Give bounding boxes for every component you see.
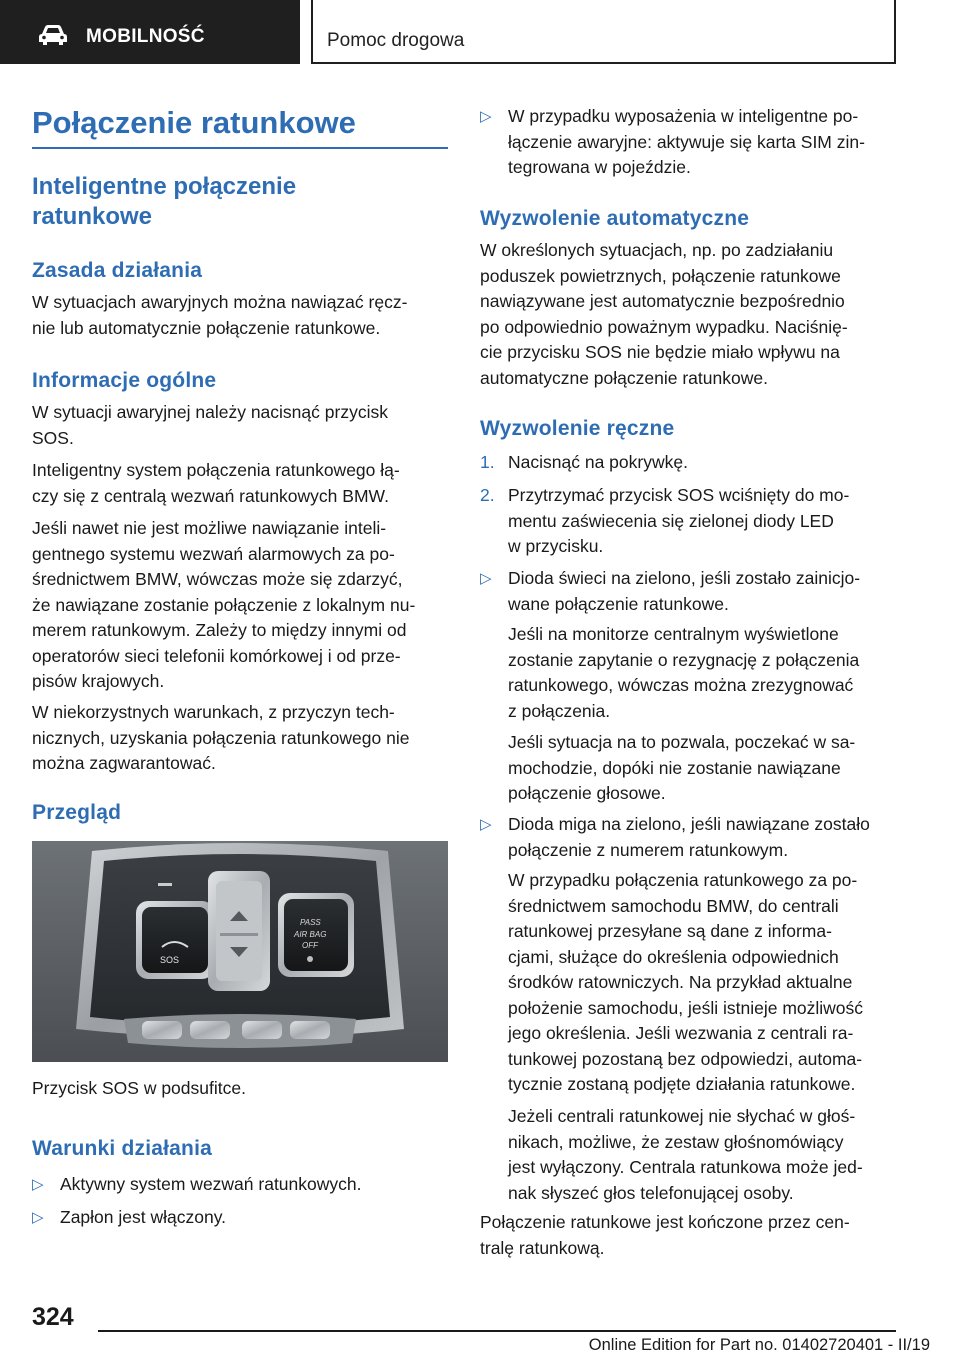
paragraph-auto (480, 238, 848, 391)
text-line: nicznych, uzyskania połączenia ratunkowego nie (32, 727, 410, 748)
chapter-tab (0, 0, 300, 64)
text-line: Nacisnąć na pokrywkę. (508, 452, 688, 472)
text-line: Jeśli nawet nie jest możliwe nawiązanie inteli- (32, 518, 387, 538)
text-line: Jeżeli centrali ratunkowej nie słychać w głoś- (508, 1106, 856, 1126)
list-item (480, 104, 865, 181)
footer-rule (98, 1330, 896, 1332)
text-line: łączenie awaryjne: aktywuje się karta SIM zin- (508, 131, 865, 152)
text-line: średnictwem samochodu BMW, do centrali (508, 895, 839, 916)
text-line: Połączenie ratunkowe jest kończone przez cen- (480, 1212, 850, 1232)
text-line: W niekorzystnych warunkach, z przyczyn tech- (32, 702, 395, 722)
text-line: połączenie głosowe. (508, 783, 666, 803)
text-line: po odpowiednio poważnym wypadku. Naciśnię- (480, 316, 848, 337)
paragraph-sub (508, 1104, 863, 1206)
text-line: W przypadku połączenia ratunkowego za po- (508, 870, 858, 890)
text-line: Zapłon jest włączony. (60, 1207, 227, 1227)
text-line: jego określenia. Jeśli wezwania z centrali ra- (508, 1023, 854, 1043)
text-line: nawiązywane jest automatycznie bezpośrednio (480, 291, 845, 311)
step-item (480, 450, 688, 476)
triangle-bullet-icon: ▷ (32, 1209, 44, 1226)
paragraph-sub (508, 622, 859, 724)
page-number: 324 (32, 1303, 74, 1331)
text-line: W sytuacji awaryjnej należy nacisnąć przycisk (32, 402, 388, 422)
text-line: tegrowana w pojeździe. (508, 157, 691, 177)
text-line: Jeśli sytuacja na to pozwala, poczekać w sa- (508, 732, 856, 752)
triangle-bullet-icon: ▷ (32, 1176, 44, 1193)
pass-label: PASS (300, 918, 321, 927)
text-line: nikach, możliwe, że zestaw głośnomówiący (508, 1131, 844, 1152)
paragraph-sub (508, 868, 863, 1098)
text-line: ratunkowego, wówczas można zrezygnować (508, 675, 854, 695)
text-line: nak słyszeć głos telefonującej osoby. (508, 1182, 794, 1203)
text-line: średnictwem BMW, wówczas może się zdarzyć, (32, 569, 403, 589)
text-line: W określonych sytuacjach, np. po zadziałaniu (480, 240, 834, 260)
text-line: poduszek powietrznych, połączenie ratunkowe (480, 265, 841, 286)
section-tab (311, 0, 896, 64)
list-item (32, 1172, 362, 1198)
paragraph-sub (508, 730, 855, 807)
paragraph-info-3 (32, 516, 415, 695)
photo-caption: Przycisk SOS w podsufitce. (32, 1078, 246, 1098)
section-title: Pomoc drogowa (327, 30, 465, 51)
text-line: Aktywny system wezwań ratunkowych. (60, 1174, 362, 1194)
text-line: gentnego systemu wezwań alarmowych za po- (32, 543, 395, 564)
text-line: W sytuacjach awaryjnych można nawiązać ręcz- (32, 292, 408, 312)
title-rule (32, 147, 448, 149)
text-line: mentu zaświecenia się zielonej diody LED (508, 510, 834, 531)
heading-przeglad: Przegląd (32, 801, 122, 824)
heading-zasada: Zasada działania (32, 259, 203, 282)
text-line: Inteligentny system połączenia ratunkowego łą- (32, 460, 400, 480)
list-item (32, 1205, 226, 1231)
text-line: merem ratunkowym. Zależy to między innymi od (32, 620, 407, 640)
text-line: jest wyłączony. Centrala ratunkowa może jed- (508, 1157, 863, 1177)
sos-button-photo (32, 841, 448, 1062)
text-line: tycznie zostaną podjęte działania ratunkowe. (508, 1074, 856, 1094)
off-label: OFF (302, 941, 318, 950)
edition-line (589, 1334, 930, 1356)
text-line: połączenie z numerem ratunkowym. (508, 839, 789, 860)
text-line: pisów krajowych. (32, 671, 165, 691)
text-line: nie lub automatycznie połączenie ratunkowe. (32, 317, 381, 338)
text-line: tunkowej pozostaną bez odpowiedzi, automa- (508, 1048, 863, 1069)
console-illustration (32, 841, 448, 1062)
triangle-bullet-icon: ▷ (480, 108, 492, 125)
step-number: 1. (480, 452, 495, 472)
text-line: czy się z centralą wezwań ratunkowych BMW. (32, 485, 389, 506)
list-item (480, 812, 870, 863)
triangle-bullet-icon: ▷ (480, 816, 492, 833)
heading-inteligentne (32, 172, 296, 232)
text-line: położenie samochodu, jeśli istnieje możliwość (508, 997, 864, 1018)
text-line: środków ratowniczych. Na przykład aktualne (508, 972, 853, 992)
list-item (480, 566, 860, 617)
heading-reczne: Wyzwolenie ręczne (480, 417, 675, 440)
text-line: operatorów sieci telefonii komórkowej i od prze- (32, 645, 401, 666)
text-line: Przytrzymać przycisk SOS wciśnięty do mo- (508, 485, 850, 505)
text-line: ratunkowej przesyłane są dane z informa- (508, 921, 832, 941)
text-line: z połączenia. (508, 700, 611, 721)
sos-label: SOS (160, 955, 180, 965)
text-line: Jeśli na monitorze centralnym wyświetlone (508, 624, 839, 644)
text-line: wane połączenie ratunkowe. (508, 593, 729, 614)
text-line: zostanie zapytanie o rezygnację z połączenia (508, 649, 860, 670)
text-line: W przypadku wyposażenia w inteligentne po- (508, 106, 859, 126)
heading-warunki: Warunki działania (32, 1137, 212, 1160)
paragraph-zasada (32, 290, 407, 341)
step-item (480, 483, 849, 560)
chapter-title: MOBILNOŚĆ (86, 26, 205, 47)
paragraph-info-4 (32, 700, 409, 777)
heading-line: Inteligentne połączenie (32, 173, 297, 200)
text-line: automatyczne połączenie ratunkowe. (480, 367, 768, 388)
airbag-label: AIR BAG (294, 930, 327, 939)
page-title: Połączenie ratunkowe (32, 105, 356, 140)
paragraph-info-2 (32, 458, 400, 509)
text-line: że nawiązane zostanie połączenie z lokalnym nu- (32, 594, 416, 615)
text-line: cjami, służące do określenia odpowiednich (508, 946, 839, 967)
triangle-bullet-icon: ▷ (480, 570, 492, 587)
text-line: mochodzie, dopóki nie zostanie nawiązane (508, 757, 841, 778)
text-line: Dioda miga na zielono, jeśli nawiązane zostało (508, 814, 870, 834)
text-line: Dioda świeci na zielono, jeśli zostało zainicjo- (508, 568, 861, 588)
heading-informacje: Informacje ogólne (32, 369, 217, 392)
text-line: można zagwarantować. (32, 753, 216, 773)
text-line: SOS. (32, 427, 74, 448)
paragraph-end (480, 1210, 850, 1261)
text-line: w przycisku. (508, 536, 604, 556)
text-line: cie przycisku SOS nie będzie miało wpływu na (480, 342, 840, 362)
heading-auto: Wyzwolenie automatyczne (480, 207, 750, 230)
car-icon (38, 24, 68, 46)
heading-line: ratunkowe (32, 203, 153, 230)
text-line: tralę ratunkową. (480, 1237, 605, 1258)
edition-text: Online Edition for Part no. 01402720401 - II/19 (588, 1336, 930, 1354)
paragraph-info-1 (32, 400, 388, 451)
step-number: 2. (480, 485, 495, 505)
